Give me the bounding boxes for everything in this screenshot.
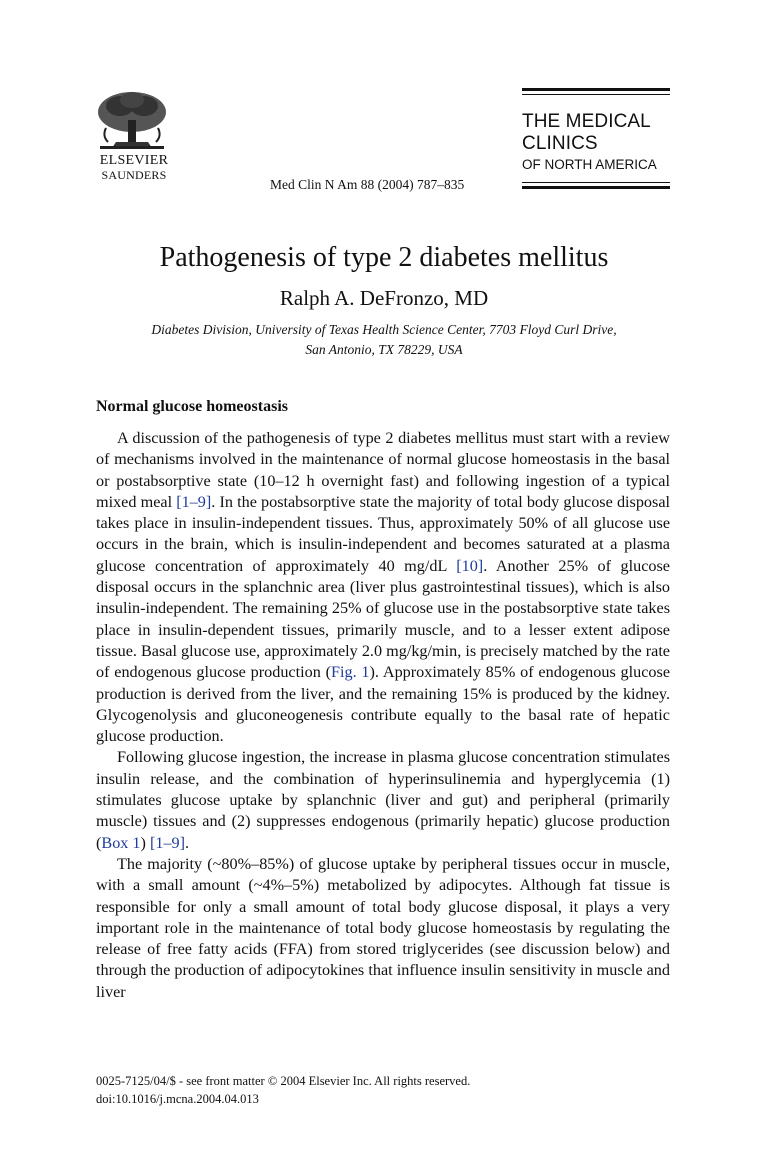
publisher-imprint: SAUNDERS — [101, 168, 167, 182]
copyright-line: 0025-7125/04/$ - see front matter © 2004 Elsevier Inc. All rights reserved. — [96, 1074, 471, 1088]
journal-title-line2: CLINICS — [522, 133, 598, 154]
page-footer — [96, 1072, 470, 1108]
masthead-rule — [522, 182, 670, 183]
publisher-name: ELSEVIER — [99, 153, 169, 168]
text-run: . — [185, 833, 190, 852]
article-title: Pathogenesis of type 2 diabetes mellitus — [159, 242, 609, 273]
affiliation-line: San Antonio, TX 78229, USA — [305, 342, 463, 357]
author-affiliation — [96, 320, 672, 360]
text-run: A discussion of the pathogenesis of type 2 diabetes mellitus must start with a review of mechanisms involved in the maintenance of normal glucose homeostasis in the basal or postabsorptive state (10–12 h overnight fast) and following ingestion of a typical mixed meal — [96, 429, 670, 511]
masthead-rule — [522, 186, 670, 189]
paragraph — [96, 854, 670, 1003]
citation-line: Med Clin N Am 88 (2004) 787–835 — [270, 177, 465, 192]
text-run: The majority (~80%–85%) of glucose uptake by peripheral tissues occur in muscle, with a small amount (~4%–5%) metabolized by adipocytes. Although fat tissue is responsible for only a small amount of total body glucose disposal, it plays a very important role in the maintenance of total body glucose homeostasis by regulating the release of free fatty acids (FFA) from stored triglycerides (see discussion below) and through the production of adipocytokines that influence insulin sensitivity in muscle and liver — [96, 854, 670, 1001]
box-link[interactable]: Box 1 — [101, 833, 141, 852]
journal-title-line1: THE MEDICAL — [522, 111, 651, 132]
body-text — [96, 428, 670, 1003]
text-run: Following glucose ingestion, the increase in plasma glucose concentration stimulates insulin release, and the combination of hyperinsulinemia and hyperglycemia (1) stimulates glucose uptake by splanchnic (liver and gut) and peripheral (primarily muscle) tissues and (2) suppresses endogenous (primarily hepatic) glucose production ( — [96, 748, 670, 852]
reference-link[interactable]: [10] — [456, 556, 484, 575]
text-run: ). Approximately 85% of endogenous glucose production is derived from the liver, and the remaining 15% is produced by the kidney. Glycogenolysis and gluconeogenesis contribute equally to the basal rate of hepatic glucose production. — [96, 663, 670, 746]
reference-link[interactable]: [1–9] — [149, 833, 186, 852]
journal-title-line3: OF NORTH AMERICA — [522, 157, 657, 172]
figure-link[interactable]: Fig. 1 — [330, 663, 370, 682]
affiliation-line: Diabetes Division, University of Texas Health Science Center, 7703 Floyd Curl Drive, — [151, 322, 617, 337]
reference-link[interactable]: [1–9] — [176, 492, 212, 511]
text-run: ) — [140, 833, 150, 852]
masthead-rule — [522, 88, 670, 91]
paragraph — [96, 428, 670, 747]
paragraph — [96, 747, 670, 853]
text-run: . In the postabsorptive state the majority of total body glucose disposal takes place in insulin-independent tissues. Thus, approximately 50% of all glucose use occurs in the brain, which is insulin-independent and becomes saturated at a plasma glucose concentration of approximately 40 mg/dL — [96, 492, 670, 575]
journal-masthead — [522, 88, 670, 189]
section-heading: Normal glucose homeostasis — [96, 398, 288, 415]
doi-line: doi:10.1016/j.mcna.2004.04.013 — [96, 1092, 259, 1106]
article-author: Ralph A. DeFronzo, MD — [279, 286, 489, 310]
text-run: . Another 25% of glucose disposal occurs in the splanchnic area (liver plus gastrointestinal tissues), which is also insulin-independent. The remaining 25% of glucose use in the postabsorptive state takes place in insulin-dependent tissues, primarily muscle, and to a lesser extent adipose tissue. Basal glucose use, approximately 2.0 mg/kg/min, is precisely matched by the rate of endogenous glucose production ( — [96, 556, 670, 682]
